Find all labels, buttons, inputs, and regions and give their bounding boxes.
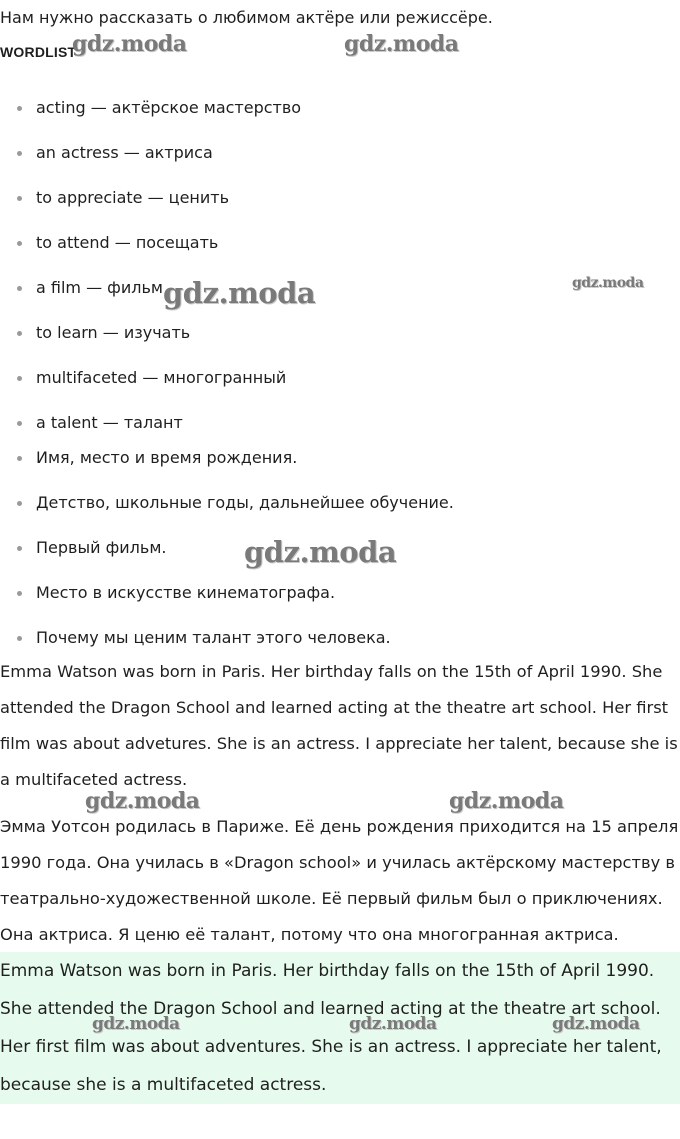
list-item: to learn — изучать bbox=[36, 323, 191, 342]
watermark: gdz.moda bbox=[552, 1014, 640, 1034]
list-item: Почему мы ценим талант этого человека. bbox=[36, 628, 391, 647]
list-item: Детство, школьные годы, дальнейшее обучение. bbox=[36, 493, 454, 512]
watermark: gdz.moda bbox=[85, 788, 200, 814]
watermark: gdz.moda bbox=[344, 31, 459, 57]
list-item: acting — актёрское мастерство bbox=[36, 98, 302, 117]
russian-translation: Эмма Уотсон родилась в Париже. Её день рождения приходится на 15 апреля 1990 года. Она училась в «Dragon school» и училась актёрскому мастерству в театрально-художественной школе. Её первый фильм был о приключениях. Она актриса. Я ценю её талант, потому что она многогранная актриса. bbox=[0, 817, 679, 944]
list-item: an actress — актриса bbox=[36, 143, 213, 162]
watermark: gdz.moda bbox=[349, 1014, 437, 1034]
list-item: multifaceted — многогранный bbox=[36, 368, 287, 387]
list-item: a film — фильм bbox=[36, 278, 163, 297]
wordlist-label: WORDLIST bbox=[0, 44, 77, 60]
list-item: to attend — посещать bbox=[36, 233, 219, 252]
list-item: Первый фильм. bbox=[36, 538, 167, 557]
intro-text: Нам нужно рассказать о любимом актёре или режиссёре. bbox=[0, 8, 493, 27]
english-text: Emma Watson was born in Paris. Her birthday falls on the 15th of April 1990. She attended the Dragon School and learned acting at the theatre art school. Her first film was about advetures. She is an actress. I appreciate her talent, because she is a multifaceted actress. bbox=[0, 662, 678, 789]
watermark: gdz.moda bbox=[572, 275, 644, 291]
watermark: gdz.moda bbox=[72, 31, 187, 57]
watermark: gdz.moda bbox=[244, 535, 397, 569]
list-item: to appreciate — ценить bbox=[36, 188, 230, 207]
list-item: Имя, место и время рождения. bbox=[36, 448, 298, 467]
watermark: gdz.moda bbox=[92, 1014, 180, 1034]
list-item: a talent — талант bbox=[36, 413, 183, 432]
list-item: Место в искусстве кинематографа. bbox=[36, 583, 336, 602]
answer-block: Emma Watson was born in Paris. Her birthday falls on the 15th of April 1990. She attended the Dragon School and learned acting at the theatre art school. Her first film was about adventures. She is an actress. I appreciate her talent, because she is a multifaceted actress. bbox=[0, 952, 680, 1104]
watermark: gdz.moda bbox=[163, 276, 316, 310]
watermark: gdz.moda bbox=[449, 788, 564, 814]
